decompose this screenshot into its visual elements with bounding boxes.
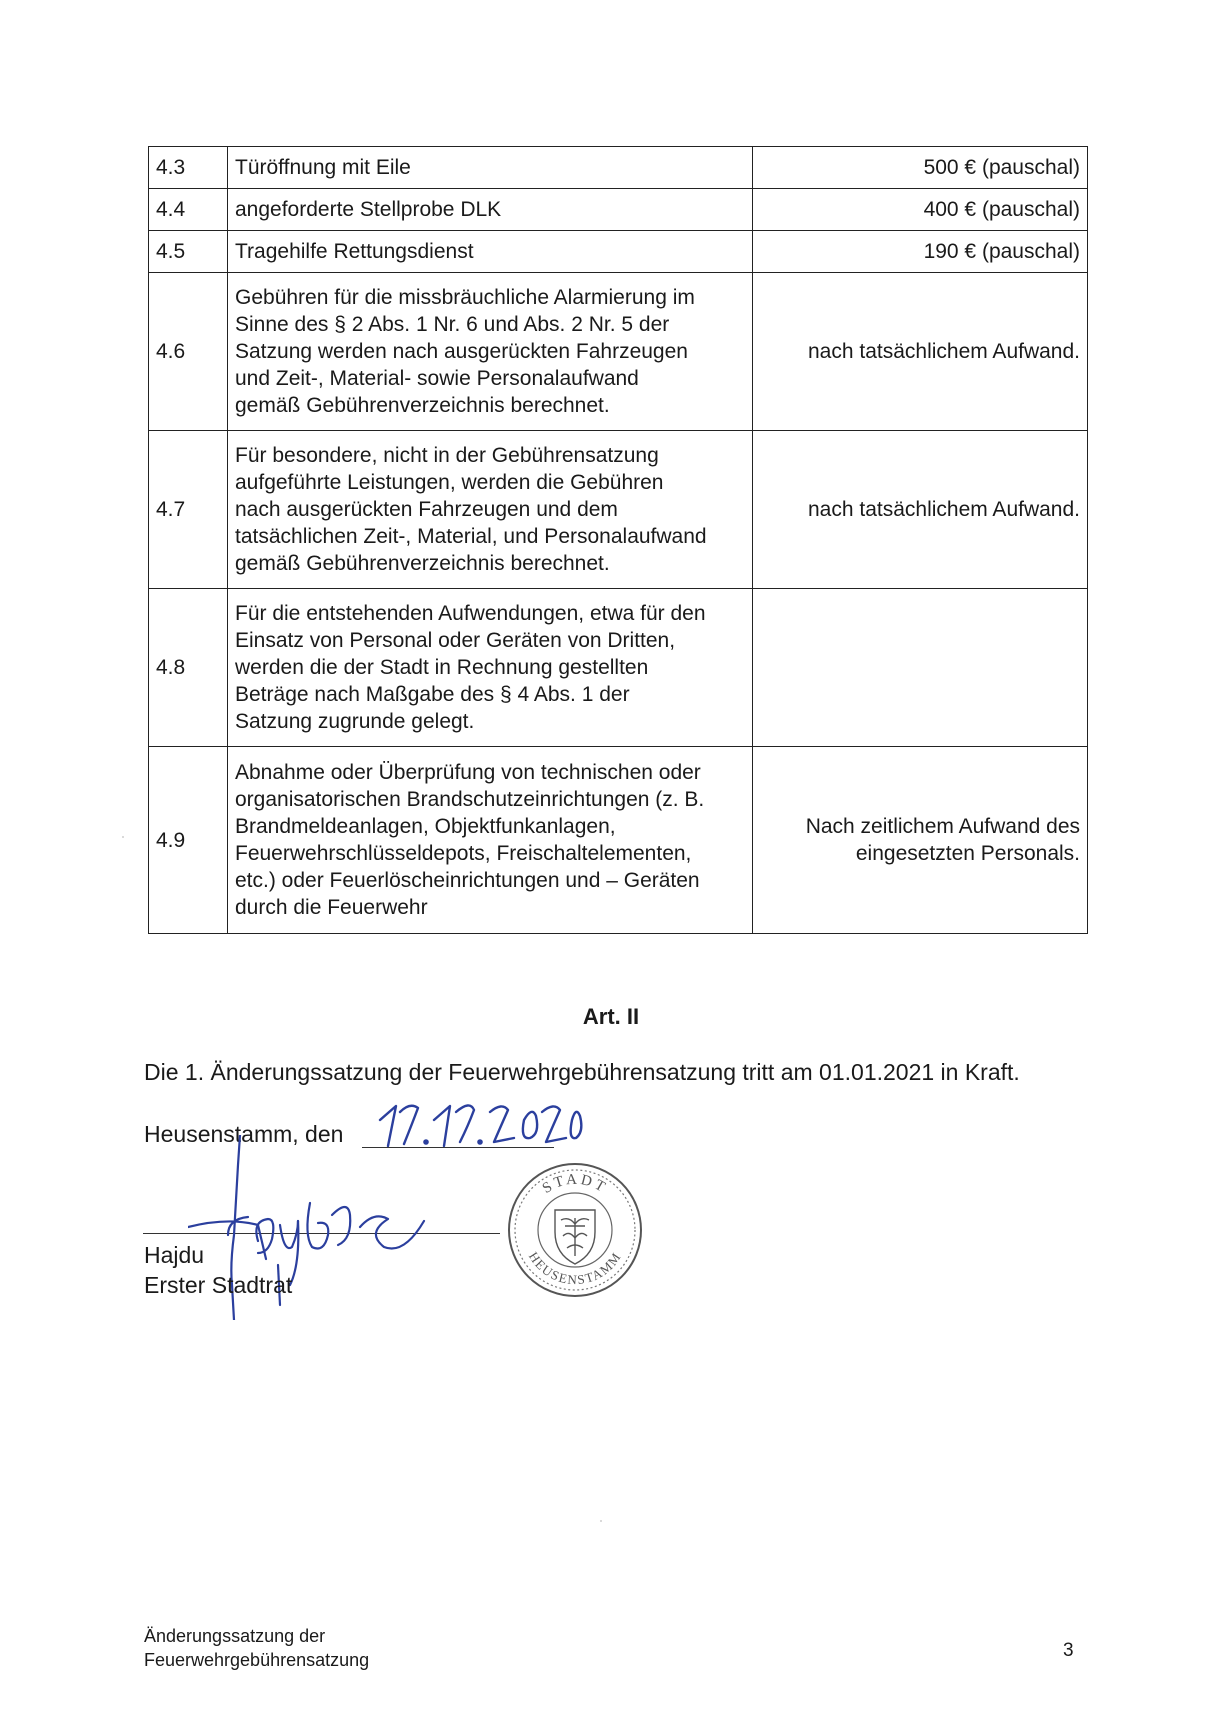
fee-item-description <box>228 431 753 589</box>
fee-item-number: 4.5 <box>149 231 228 273</box>
fee-item-number: 4.6 <box>149 273 228 431</box>
description-line: Türöffnung mit Eile <box>235 156 411 179</box>
fee-item-description <box>228 589 753 747</box>
fee-line: nach tatsächlichem Aufwand. <box>808 498 1080 521</box>
description-line: tatsächlichen Zeit-, Material, und Personalaufwand <box>235 525 707 548</box>
fee-table-body <box>149 147 1088 934</box>
fee-item-number: 4.4 <box>149 189 228 231</box>
description-line: aufgeführte Leistungen, werden die Gebühren <box>235 471 664 494</box>
fee-amount <box>753 273 1088 431</box>
coat-of-arms-icon <box>555 1210 595 1264</box>
description-line: durch die Feuerwehr <box>235 896 428 919</box>
fee-line: nach tatsächlichem Aufwand. <box>808 340 1080 363</box>
fee-item-number: 4.7 <box>149 431 228 589</box>
fee-line: 400 € (pauschal) <box>923 198 1080 221</box>
fee-line: eingesetzten Personals. <box>855 842 1080 865</box>
description-line: Beträge nach Maßgabe des § 4 Abs. 1 der <box>235 683 630 706</box>
fee-item-description <box>228 189 753 231</box>
description-line: werden die der Stadt in Rechnung gestellten <box>235 656 649 679</box>
description-line: Abnahme oder Überprüfung von technischen oder <box>235 761 701 784</box>
fee-amount <box>753 147 1088 189</box>
description-line: Satzung werden nach ausgerückten Fahrzeugen <box>235 340 688 363</box>
description-line: angeforderte Stellprobe DLK <box>235 198 502 221</box>
fee-amount <box>753 231 1088 273</box>
fee-item-description <box>228 747 753 934</box>
article-heading: Art. II <box>582 1004 640 1029</box>
description-line: organisatorischen Brandschutzeinrichtungen (z. B. <box>235 788 705 811</box>
fee-item-description <box>228 273 753 431</box>
signer-name: Hajdu <box>144 1242 205 1268</box>
footer-title-line-1: Änderungssatzung der <box>144 1626 326 1646</box>
description-line: Gebühren für die missbräuchliche Alarmierung im <box>235 286 695 309</box>
fee-line: 190 € (pauschal) <box>923 240 1080 263</box>
fee-table-row <box>149 431 1088 589</box>
fee-item-number: 4.3 <box>149 147 228 189</box>
city-seal <box>505 1160 645 1300</box>
fee-table-row <box>149 273 1088 431</box>
description-line: und Zeit-, Material- sowie Personalaufwand <box>235 367 639 390</box>
description-line: Einsatz von Personal oder Geräten von Dritten, <box>235 629 676 652</box>
page-number: 3 <box>1063 1640 1074 1661</box>
fee-item-description <box>228 231 753 273</box>
description-line: Satzung zugrunde gelegt. <box>235 710 475 733</box>
effective-date-statement: Die 1. Änderungssatzung der Feuerwehrgebührensatzung tritt am 01.01.2021 in Kraft. <box>144 1059 1020 1085</box>
fee-item-number: 4.8 <box>149 589 228 747</box>
description-line: nach ausgerückten Fahrzeugen und dem <box>235 498 618 521</box>
fee-table-row <box>149 231 1088 273</box>
description-line: Sinne des § 2 Abs. 1 Nr. 6 und Abs. 2 Nr. 5 der <box>235 313 670 336</box>
fee-item-number: 4.9 <box>149 747 228 934</box>
description-line: gemäß Gebührenverzeichnis berechnet. <box>235 394 610 417</box>
fee-amount <box>753 589 1088 747</box>
fee-amount <box>753 431 1088 589</box>
seal-text-top: STADT <box>539 1171 611 1197</box>
fee-item-description <box>228 147 753 189</box>
fee-table-row <box>149 589 1088 747</box>
scan-speck <box>122 836 124 838</box>
fee-table <box>148 146 1088 934</box>
fee-amount <box>753 747 1088 934</box>
fee-table-row <box>149 189 1088 231</box>
description-line: Für die entstehenden Aufwendungen, etwa für den <box>235 602 706 625</box>
footer-title-line-2: Feuerwehrgebührensatzung <box>144 1650 370 1670</box>
fee-table-row <box>149 747 1088 934</box>
place-date-label: Heusenstamm, den <box>144 1121 344 1147</box>
fee-line: Nach zeitlichem Aufwand des <box>805 815 1080 838</box>
fee-line: 500 € (pauschal) <box>923 156 1080 179</box>
fee-amount <box>753 189 1088 231</box>
scan-speck <box>600 1520 602 1522</box>
seal-text-bottom: HEUSENSTAMM <box>525 1248 625 1288</box>
fee-table-row <box>149 147 1088 189</box>
description-line: etc.) oder Feuerlöscheinrichtungen und – Geräten <box>235 869 700 892</box>
description-line: Für besondere, nicht in der Gebührensatzung <box>235 444 659 467</box>
description-line: Tragehilfe Rettungsdienst <box>235 240 474 263</box>
description-line: gemäß Gebührenverzeichnis berechnet. <box>235 552 610 575</box>
description-line: Feuerwehrschlüsseldepots, Freischaltelementen, <box>235 842 692 865</box>
signer-title: Erster Stadtrat <box>144 1272 293 1298</box>
description-line: Brandmeldeanlagen, Objektfunkanlagen, <box>235 815 616 838</box>
footer-document-title <box>144 1624 369 1672</box>
